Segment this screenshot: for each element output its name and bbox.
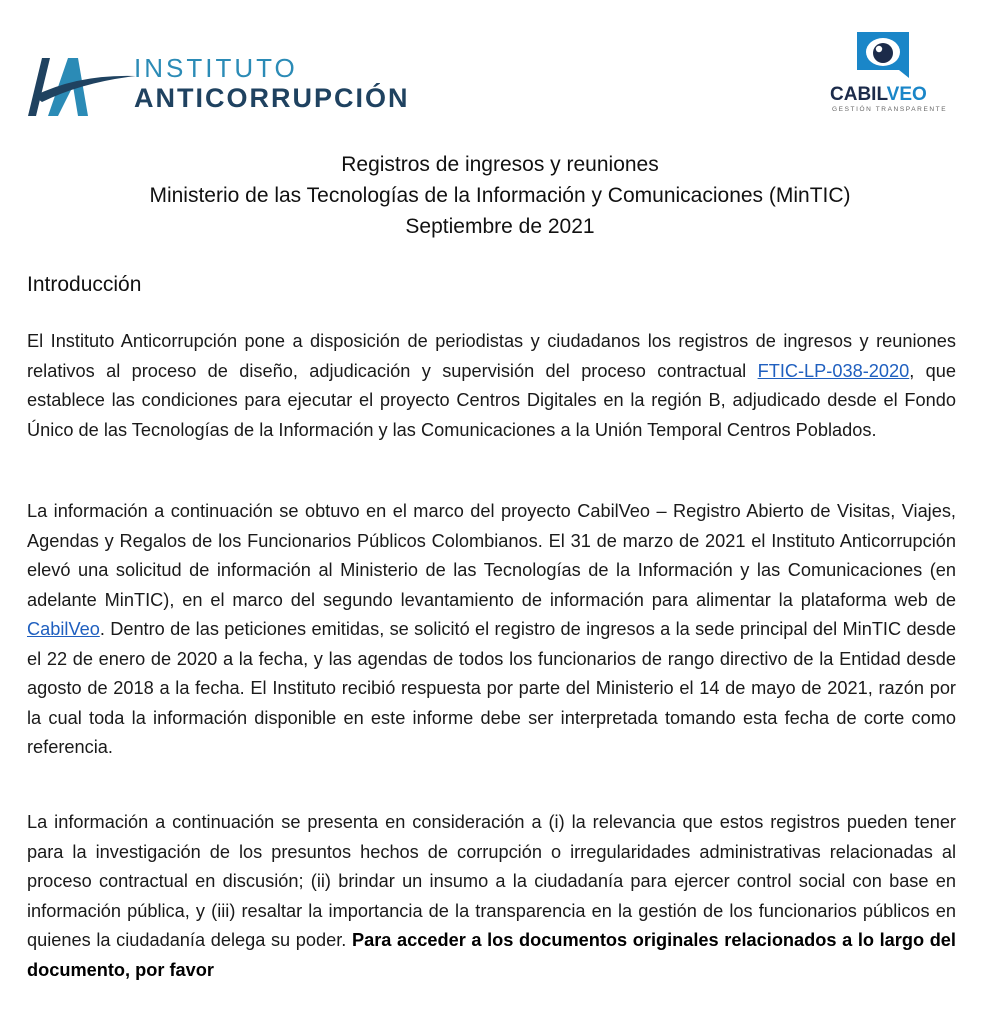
paragraph-2-text-b: . Dentro de las peticiones emitidas, se solicitó el registro de ingresos a la sede principal del MinTIC desde el 22 de enero de 2020 a la fecha, y las agendas de todos los funcionarios de rango directivo de la Entidad desde agosto de 2018 a la fecha. El Instituto recibió respuesta por parte del Ministerio el 14 de mayo de 2021, razón por la cual toda la información disponible en este informe debe ser interpretada tomando esta fecha de corte como referencia. [27, 619, 956, 757]
paragraph-1-text-b: , que establece las condiciones para ejecutar el proyecto Centros Digitales en la región B, adjudicado desde el Fondo Único de las Tecnologías de la Información y las Comunicaciones a la Unión Temporal Centros Poblados. [27, 360, 956, 440]
cabilveo-eye-icon [853, 30, 911, 80]
paragraph-2-text-a: La información a continuación se obtuvo en el marco del proyecto CabilVeo – Registro Abierto de Visitas, Viajes, Agendas y Regalos de los Funcionarios Públicos Colombianos. El 31 de marzo de 2021 el Instituto Anticorrupción elevó una solicitud de información al Ministerio de las Tecnologías de la Información y las Comunicaciones (en adelante MinTIC), en el marco del segundo levantamiento de información para alimentar la plataforma web de [27, 501, 956, 610]
title-line-1: Registros de ingresos y reuniones [341, 153, 659, 176]
cabilveo-tagline: GESTIÓN TRANSPARENTE [832, 106, 948, 113]
paragraph-3-text-a: La información a continuación se presenta en consideración a (i) la relevancia que estos registros pueden tener para la investigación de los presuntos hechos de corrupción o irregularidades administrativas relacionadas al proceso contractual en discusión; (ii) brindar un insumo a la ciudadanía para ejercer control social con base en información pública, y (iii) resaltar la importancia de la transparencia en la gestión de los funcionarios públicos en quienes la ciudadanía delega su poder. [27, 812, 956, 950]
cabilveo-name-part1: CABIL [830, 84, 887, 105]
instituto-anticorrupcion-logo-icon [28, 52, 138, 118]
cabilveo-name-part2: VEO [886, 84, 927, 105]
title-line-2: Ministerio de las Tecnologías de la Información y Comunicaciones (MinTIC) [149, 184, 851, 207]
link-ftic-lp-038-2020[interactable]: FTIC-LP-038-2020 [757, 360, 910, 381]
document-title-block [0, 149, 1000, 242]
link-cabilveo[interactable]: CabilVeo [27, 619, 100, 639]
paragraph-2 [27, 497, 956, 763]
institute-name-line1: INSTITUTO [134, 53, 298, 83]
cabilveo-wordmark [830, 85, 927, 105]
paragraph-1 [27, 327, 956, 445]
title-line-3: Septiembre de 2021 [405, 215, 595, 238]
section-heading-introduccion: Introducción [27, 273, 142, 296]
institute-name-line2: ANTICORRUPCIÓN [134, 83, 410, 113]
instituto-anticorrupcion-wordmark [134, 54, 410, 114]
paragraph-1-text-a: El Instituto Anticorrupción pone a disposición de periodistas y ciudadanos los registros de ingresos y reuniones relativos al proceso de diseño, adjudicación y supervisión del proceso contractual [27, 331, 956, 381]
paragraph-3-bold-text: Para acceder a los documentos originales relacionados a lo largo del documento, por favor [27, 930, 956, 980]
paragraph-3 [27, 808, 956, 985]
